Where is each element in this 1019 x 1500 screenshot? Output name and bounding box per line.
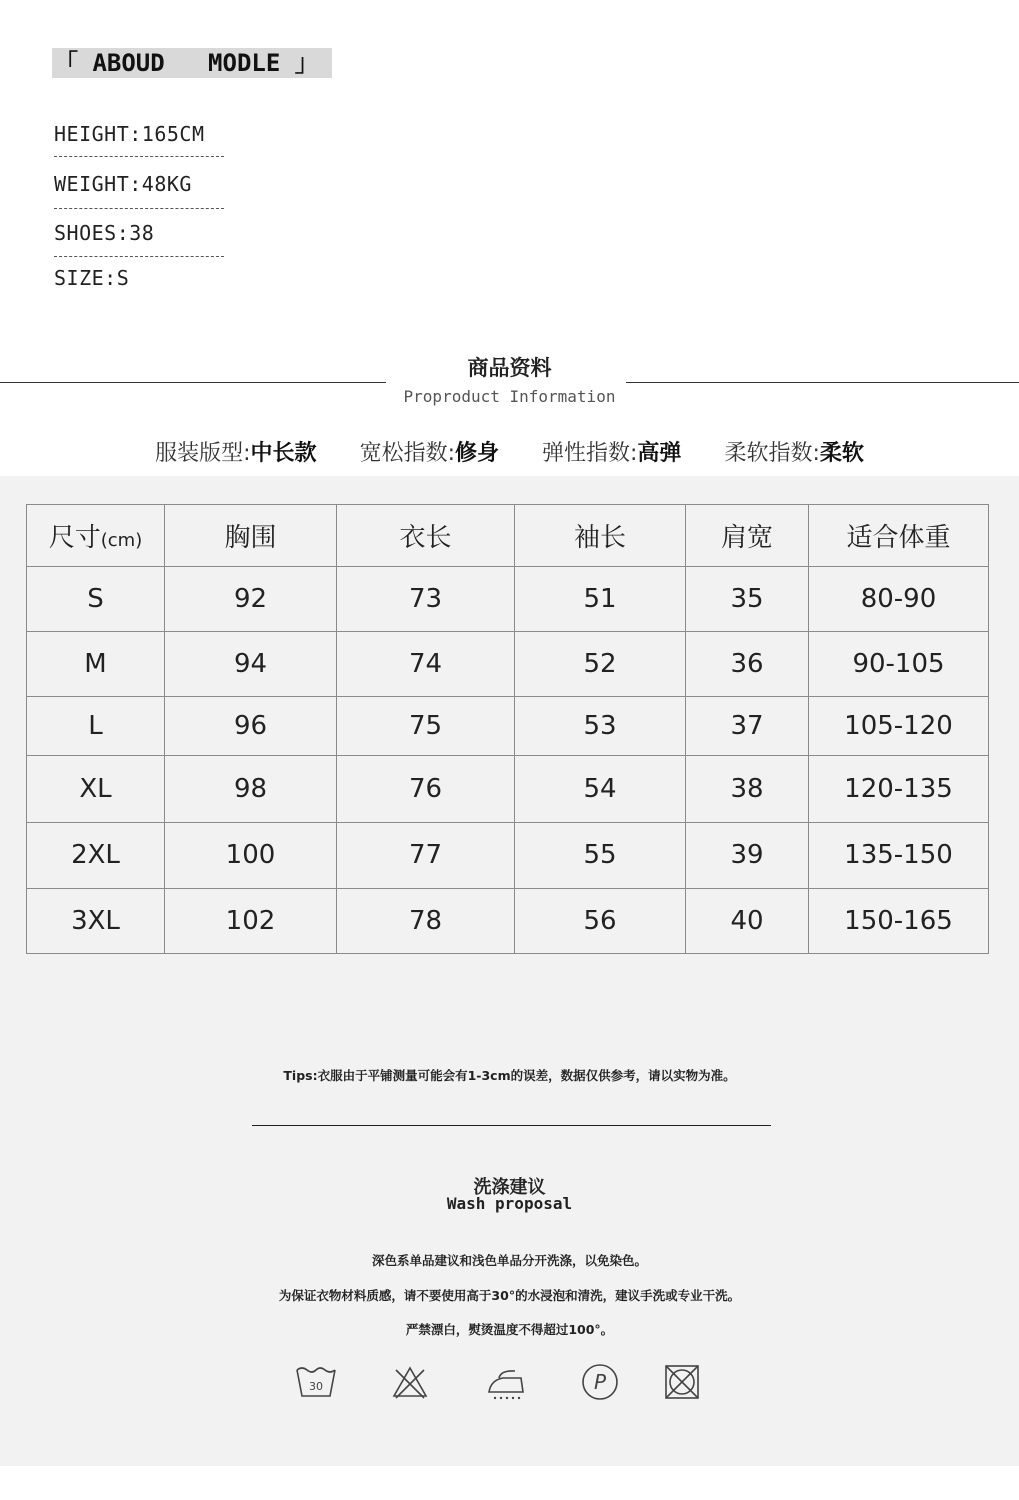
table-header-row <box>27 505 989 567</box>
divider <box>0 382 386 383</box>
divider <box>626 382 1019 383</box>
cell-length: 74 <box>337 632 515 697</box>
cell-size: XL <box>27 755 165 822</box>
no-bleach-icon <box>390 1362 430 1402</box>
table-row <box>27 755 989 822</box>
cell-shoulder: 36 <box>686 632 809 697</box>
cell-shoulder: 39 <box>686 822 809 888</box>
cell-shoulder: 38 <box>686 755 809 822</box>
cell-chest: 100 <box>165 822 337 888</box>
header-chest: 胸围 <box>165 505 337 567</box>
wash-instruction: 为保证衣物材料质感，请不要使用高于30°的水浸泡和清洗，建议手洗或专业干洗。 <box>278 1288 741 1303</box>
cell-weight: 120-135 <box>809 755 989 822</box>
iron-icon <box>485 1362 529 1402</box>
cell-shoulder: 37 <box>686 697 809 755</box>
dry-clean-p-icon <box>580 1362 620 1402</box>
model-weight: WEIGHT:48KG <box>54 172 192 196</box>
cell-size: S <box>27 567 165 632</box>
cell-sleeve: 55 <box>515 822 686 888</box>
product-info-title: 商品资料 <box>467 356 552 380</box>
header-length: 衣长 <box>337 505 515 567</box>
model-size: SIZE:S <box>54 266 130 290</box>
wash-title: 洗涤建议 <box>473 1177 546 1198</box>
table-row <box>27 888 989 953</box>
header-shoulder: 肩宽 <box>686 505 809 567</box>
cell-length: 78 <box>337 888 515 953</box>
cell-chest: 96 <box>165 697 337 755</box>
header-sleeve: 袖长 <box>515 505 686 567</box>
cell-chest: 98 <box>165 755 337 822</box>
cell-weight: 90-105 <box>809 632 989 697</box>
cell-size: 3XL <box>27 888 165 953</box>
svg-text:30: 30 <box>309 1380 323 1393</box>
cell-length: 73 <box>337 567 515 632</box>
cell-sleeve: 52 <box>515 632 686 697</box>
size-table <box>26 504 989 954</box>
divider <box>54 256 224 257</box>
model-height: HEIGHT:165CM <box>54 122 205 146</box>
product-info-subtitle: Proproduct Information <box>403 387 616 406</box>
wash-instruction: 深色系单品建议和浅色单品分开洗涤，以免染色。 <box>371 1253 647 1268</box>
model-title: 「 ABOUD MODLE 」 <box>52 48 332 78</box>
table-row <box>27 822 989 888</box>
cell-chest: 102 <box>165 888 337 953</box>
model-shoes: SHOES:38 <box>54 221 155 245</box>
wash-subtitle: Wash proposal <box>446 1194 573 1213</box>
cell-shoulder: 35 <box>686 567 809 632</box>
cell-weight: 135-150 <box>809 822 989 888</box>
wash-instruction: 严禁漂白，熨烫温度不得超过100°。 <box>405 1322 614 1337</box>
attr-fit-type: 服装版型:中长款 <box>155 441 317 466</box>
table-row <box>27 567 989 632</box>
attr-softness: 柔软指数:柔软 <box>724 441 864 466</box>
cell-size: M <box>27 632 165 697</box>
cell-sleeve: 51 <box>515 567 686 632</box>
divider <box>54 156 224 157</box>
cell-weight: 105-120 <box>809 697 989 755</box>
cell-sleeve: 54 <box>515 755 686 822</box>
wash-30-icon <box>294 1362 338 1402</box>
no-tumble-dry-icon <box>662 1362 702 1402</box>
cell-length: 75 <box>337 697 515 755</box>
svg-text:P: P <box>593 1370 607 1394</box>
cell-weight: 150-165 <box>809 888 989 953</box>
cell-size: L <box>27 697 165 755</box>
cell-shoulder: 40 <box>686 888 809 953</box>
cell-sleeve: 56 <box>515 888 686 953</box>
cell-chest: 94 <box>165 632 337 697</box>
divider <box>54 208 224 209</box>
measurement-tips: Tips:衣服由于平铺测量可能会有1-3cm的误差，数据仅供参考，请以实物为准。 <box>283 1068 736 1083</box>
header-size: 尺寸(cm) <box>27 505 165 567</box>
attr-elasticity: 弹性指数:高弹 <box>542 441 682 466</box>
table-row <box>27 632 989 697</box>
divider <box>252 1125 771 1126</box>
header-weight: 适合体重 <box>809 505 989 567</box>
attr-looseness: 宽松指数:修身 <box>359 441 499 466</box>
cell-length: 76 <box>337 755 515 822</box>
cell-chest: 92 <box>165 567 337 632</box>
cell-weight: 80-90 <box>809 567 989 632</box>
cell-size: 2XL <box>27 822 165 888</box>
cell-sleeve: 53 <box>515 697 686 755</box>
table-row <box>27 697 989 755</box>
cell-length: 77 <box>337 822 515 888</box>
product-attributes <box>0 436 1019 467</box>
